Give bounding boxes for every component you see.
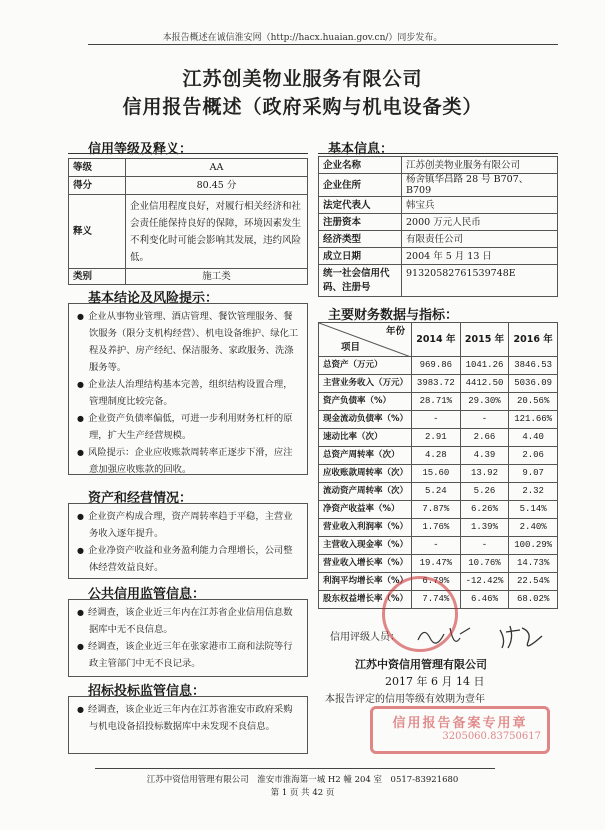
finance-cell: 5.24 (412, 483, 461, 501)
finance-cell: - (412, 537, 461, 555)
established-label: 成立日期 (319, 248, 402, 265)
finance-row-label: 股东权益增长率（%） (319, 591, 412, 609)
finance-row-label: 营业收入利润率（%） (319, 519, 412, 537)
address-label: 企业住所 (319, 174, 402, 197)
conclusion-heading: 基本结论及风险提示： (88, 291, 219, 306)
finance-cell: 1.76% (412, 519, 461, 537)
finance-cell: 19.47% (412, 555, 461, 573)
bidding-heading: 招标投标监管信息： (88, 684, 206, 699)
legal-rep-value: 韩宝兵 (402, 197, 558, 214)
public-heading: 公共信用监管信息： (88, 587, 206, 602)
finance-cell: 22.54% (509, 573, 558, 591)
finance-cell: 28.71% (412, 393, 461, 411)
finance-cell: 2.91 (412, 429, 461, 447)
bidding-item: ● 经调查，该企业近三年内在江苏省淮安市政府采购与机电设备招投标数据库中未发现不良信息。 (75, 701, 301, 735)
page-title: 江苏创美物业服务有限公司 (182, 68, 423, 90)
finance-row (319, 429, 558, 447)
year-header: 2015 年 (460, 323, 509, 357)
finance-cell: 100.29% (509, 537, 558, 555)
finance-cell: 3983.72 (412, 375, 461, 393)
credit-code-label: 统一社会信用代码、注册号 (319, 265, 402, 297)
header-note: 本报告概述在诚信淮安网（http://hacx.huaian.gov.cn/）同步发布。 (162, 33, 443, 43)
corner-year-label: 年份 (385, 326, 405, 337)
finance-row (319, 501, 558, 519)
finance-heading: 主要财务数据与指标： (328, 308, 459, 323)
analyst-label: 信用评级人员： (330, 632, 400, 643)
finance-cell: 2.06 (509, 447, 558, 465)
finance-cell: 6.46% (460, 591, 509, 609)
company-name-label: 企业名称 (319, 157, 402, 174)
stamp-code: 3205060.83750617 (442, 731, 541, 742)
finance-row-label: 主营收入现金率（%） (319, 537, 412, 555)
finance-cell: 10.76% (460, 555, 509, 573)
basic-table (318, 156, 558, 297)
validity-note: 本报告评定的信用等级有效期为壹年 (325, 694, 485, 705)
finance-cell: 5036.09 (509, 375, 558, 393)
finance-row (319, 357, 558, 375)
capital-value: 2000 万元人民币 (402, 214, 558, 231)
finance-cell: 3846.53 (509, 357, 558, 375)
issuer-name: 江苏中资信用管理有限公司 (355, 658, 487, 671)
finance-cell: 7.74% (412, 591, 461, 609)
address-value: 杨舍镇华昌路 28 号 B707、B709 (402, 174, 558, 197)
conclusion-item: ● 风险提示：企业应收账款周转率正逐步下滑，应注意加强应收账款的回收。 (75, 444, 301, 478)
finance-cell: 29.30% (460, 393, 509, 411)
legal-rep-label: 法定代表人 (319, 197, 402, 214)
credit-code-value: 91320582761539748E (402, 265, 558, 297)
grade-value: AA (126, 159, 308, 177)
finance-cell: 20.56% (509, 393, 558, 411)
finance-row-label: 主营业务收入（万元） (319, 375, 412, 393)
finance-cell: 2.32 (509, 483, 558, 501)
grade-label: 等级 (69, 159, 126, 177)
issue-date: 2017 年 6 月 14 日 (385, 675, 485, 688)
assets-heading: 资产和经营情况： (88, 491, 193, 506)
finance-row-label: 资产负债率（%） (319, 393, 412, 411)
finance-row-label: 总资产（万元） (319, 357, 412, 375)
finance-cell: 4.28 (412, 447, 461, 465)
finance-cell: 9.07 (509, 465, 558, 483)
finance-cell: 4.40 (509, 429, 558, 447)
assets-box (68, 503, 308, 579)
finance-row (319, 555, 558, 573)
finance-cell: 121.66% (509, 411, 558, 429)
finance-cell: 5.26 (460, 483, 509, 501)
footer-divider (95, 768, 495, 769)
capital-label: 注册资本 (319, 214, 402, 231)
finance-cell: 4.39 (460, 447, 509, 465)
finance-row (319, 465, 558, 483)
finance-cell: 2.40% (509, 519, 558, 537)
finance-cell: -12.42% (460, 573, 509, 591)
public-item: ● 经调查，该企业近三年在张家港市工商和法院等行政主管部门中无不良记录。 (75, 638, 301, 672)
finance-row-label: 净资产收益率（%） (319, 501, 412, 519)
finance-cell: 2.66 (460, 429, 509, 447)
score-label: 得分 (69, 177, 126, 195)
stamp-title: 信用报告备案专用章 (392, 716, 528, 731)
round-stamp (382, 576, 458, 652)
finance-cell: 15.60 (412, 465, 461, 483)
credit-rule (68, 153, 308, 154)
credit-heading: 信用等级及释义： (88, 142, 193, 157)
conclusion-box (68, 303, 308, 475)
category-label: 类别 (69, 269, 126, 285)
economic-type-value: 有限责任公司 (402, 231, 558, 248)
conclusion-item: ● 企业资产负债率偏低，可进一步利用财务杠杆的原理，扩大生产经营规模。 (75, 410, 301, 444)
finance-row (319, 393, 558, 411)
company-name-value: 江苏创美物业服务有限公司 (402, 157, 558, 174)
finance-cell: - (460, 411, 509, 429)
finance-cell: 5.14% (509, 501, 558, 519)
finance-cell: 7.87% (412, 501, 461, 519)
category-value: 施工类 (126, 269, 308, 285)
basic-rule (318, 153, 558, 154)
corner-item-label: 项目 (341, 342, 361, 353)
finance-cell: - (412, 411, 461, 429)
finance-cell: 969.86 (412, 357, 461, 375)
score-value: 80.45 分 (126, 177, 308, 195)
finance-cell: 14.73% (509, 555, 558, 573)
finance-cell: 1041.26 (460, 357, 509, 375)
finance-cell: 6.26% (460, 501, 509, 519)
finance-row (319, 537, 558, 555)
page-subtitle: 信用报告概述（政府采购与机电设备类） (122, 96, 483, 118)
public-item: ● 经调查，该企业近三年内在江苏省企业信用信息数据库中无不良信息。 (75, 604, 301, 638)
finance-row (319, 411, 558, 429)
finance-cell: 68.02% (509, 591, 558, 609)
assets-item: ● 企业资产构成合理，资产周转率趋于平稳，主营业务收入逐年提升。 (75, 508, 301, 542)
established-value: 2004 年 5 月 13 日 (402, 248, 558, 265)
filing-stamp (370, 706, 550, 754)
finance-row (319, 483, 558, 501)
economic-type-label: 经济类型 (319, 231, 402, 248)
finance-row-label: 应收账款周转率（次） (319, 465, 412, 483)
finance-row-label: 现金流动负债率（%） (319, 411, 412, 429)
finance-cell: 6.79% (412, 573, 461, 591)
definition-label: 释义 (69, 195, 126, 269)
finance-rows (319, 357, 558, 609)
footer-text: 江苏中资信用管理有限公司 淮安市淮海第一城 H2 幢 204 室 0517-83921680 (146, 775, 459, 785)
conclusion-item: ● 企业从事物业管理、酒店管理、餐饮管理服务、餐饮服务（限分支机构经营）、机电设备维护、绿化工程及养护、房产经纪、保洁服务、家政服务、洗涤服务等。 (75, 308, 301, 376)
finance-row (319, 447, 558, 465)
assets-item: ● 企业净资产收益和业务盈利能力合理增长，公司整体经营效益良好。 (75, 542, 301, 576)
finance-cell: 4412.50 (460, 375, 509, 393)
credit-table (68, 158, 308, 285)
finance-table (318, 322, 558, 609)
finance-row-label: 总资产周转率（次） (319, 447, 412, 465)
definition-value: 企业信用程度良好，对履行相关经济和社会责任能保持良好的保障，环境因素发生不利变化时可能会影响其发展，违约风险低。 (126, 195, 308, 269)
finance-cell: 13.92 (460, 465, 509, 483)
finance-row-label: 流动资产周转率（次） (319, 483, 412, 501)
basic-heading: 基本信息： (328, 142, 394, 157)
finance-row (319, 519, 558, 537)
public-box (68, 599, 308, 677)
finance-row-label: 营业收入增长率（%） (319, 555, 412, 573)
finance-cell: 1.39% (460, 519, 509, 537)
finance-row-label: 速动比率（次） (319, 429, 412, 447)
conclusion-item: ● 企业法人治理结构基本完善，组织结构设置合理，管理制度比较完备。 (75, 376, 301, 410)
finance-cell: - (460, 537, 509, 555)
year-header: 2014 年 (412, 323, 461, 357)
finance-row-label: 利润平均增长率（%） (319, 573, 412, 591)
finance-row (319, 375, 558, 393)
bidding-box (68, 696, 308, 754)
page-number: 第 1 页 共 42 页 (270, 788, 335, 798)
year-header: 2016 年 (509, 323, 558, 357)
finance-corner (319, 323, 412, 357)
header-divider (88, 44, 558, 45)
